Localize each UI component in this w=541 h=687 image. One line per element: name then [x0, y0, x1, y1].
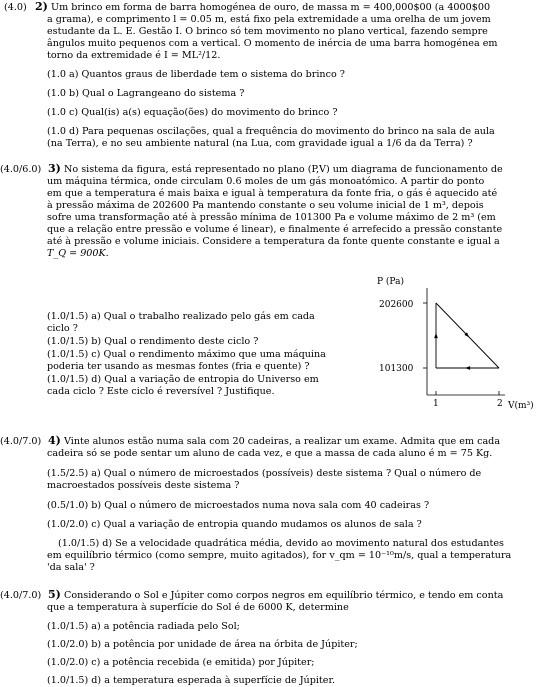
pv-ytick-202600: 202600 — [379, 300, 414, 310]
q2-item-d-line-2: (na Terra), e no seu ambiente natural (na Lua, com gravidade igual a 1/6 da da Terra) ? — [47, 138, 473, 149]
q5-number: 5) — [48, 588, 61, 601]
q5-item-b: (1.0/2.0) b) a potência por unidade de área na órbita de Júpiter; — [47, 639, 358, 650]
q5-item-a: (1.0/1.5) a) a potência radiada pelo Sol; — [47, 621, 240, 632]
q3-item-c-line-2: poderia ter usando as mesmas fontes (fria e quente) ? — [47, 361, 310, 372]
q3-statement-line-6: que a relação entre pressão e volume é linear), e finalmente é arrefecido a pressão constante — [47, 224, 503, 235]
q2-item-d-line-1: (1.0 d) Para pequenas oscilações, qual a frequência do movimento do brinco na sala de aula — [47, 126, 495, 137]
q4-item-d-line-2: em equilíbrio térmico (como sempre, muito agitados), for v_qm = 10⁻¹⁰m/s, qual a temperatura — [47, 550, 512, 561]
q2-number: 2) — [35, 0, 48, 13]
pv-cycle — [434, 303, 499, 370]
q2-statement-line-2: a grama), e comprimento l = 0.05 m, está fixo pela extremidade a uma orelha de um jovem — [47, 14, 491, 25]
q4-points: (4.0/7.0) — [0, 436, 42, 447]
q2-item-b: (1.0 b) Qual o Lagrangeano do sistema ? — [47, 88, 245, 99]
pv-diagram — [360, 268, 541, 418]
q2-item-c: (1.0 c) Qual(is) a(s) equação(ões) do movimento do brinco ? — [47, 107, 338, 118]
q4-number: 4) — [48, 434, 61, 447]
q4-statement-line-1: Vinte alunos estão numa sala com 20 cadeiras, a realizar um exame. Admita que em cada — [64, 436, 501, 447]
q2-statement-line-4: ângulos muito pequenos com a vertical. O momento de inércia de uma barra homogénea em — [47, 38, 498, 49]
q3-item-d-line-2: cada ciclo ? Este ciclo é reversível ? Justifique. — [47, 386, 275, 397]
q5-statement-line-1: Considerando o Sol e Júpiter como corpos negros em equilíbrio térmico, e tendo em conta — [64, 590, 504, 601]
q4-item-a-line-2: macroestados possíveis deste sistema ? — [47, 480, 240, 491]
q4-statement-line-2: cadeira só se pode sentar um aluno de cada vez, e que a massa de cada aluno é m = 75 Kg. — [47, 448, 493, 459]
q4-item-a-line-1: (1.5/2.5) a) Qual o número de microestados (possíveis) deste sistema ? Qual o número de — [47, 468, 482, 479]
pv-xtick-1: 1 — [433, 399, 439, 409]
q3-statement-line-2: um máquina térmica, onde circulam 0.6 moles de um gás monoatómico. A partir do ponto — [47, 176, 485, 187]
q5-item-d: (1.0/1.5) d) a temperatura esperada à superfície de Júpiter. — [47, 675, 336, 686]
q2-statement-line-1: Um brinco em forma de barra homogénea de ouro, de massa m = 400,000$00 (a 4000$00 — [51, 2, 491, 13]
pv-segment-isochoric-arrow — [434, 333, 438, 338]
q3-item-a-line-2: ciclo ? — [47, 323, 78, 334]
q4-item-c: (1.0/2.0) c) Qual a variação de entropia quando mudamos os alunos de sala ? — [47, 519, 422, 530]
q2-statement-line-5: torno da extremidade é I = ML²/12. — [47, 50, 221, 61]
q3-statement-line-5: sofre uma transformação até à pressão mínima de 101300 Pa e volume máximo de 2 m³ (em — [47, 212, 496, 223]
q3-item-d-line-1: (1.0/1.5) d) Qual a variação de entropia do Universo em — [47, 374, 319, 385]
q3-item-a-line-1: (1.0/1.5) a) Qual o trabalho realizado pelo gás em cada — [47, 311, 315, 322]
q3-statement-line-1: No sistema da figura, está representado no plano (P,V) um diagrama de funcionamento de — [64, 164, 503, 175]
q4-item-b: (0.5/1.0) b) Qual o número de microestados numa nova sala com 40 cadeiras ? — [47, 500, 430, 511]
q5-statement-line-2: que a temperatura à superfície do Sol é de 6000 K, determine — [47, 602, 349, 613]
pv-xtick-2: 2 — [497, 399, 503, 409]
q3-statement-line-3: em que a temperatura é mais baixa e igual à temperatura da fonte fria, o gás é aquecido até — [47, 188, 498, 199]
pv-xlabel: V(m³) — [508, 401, 534, 411]
q2-statement-line-3: estudante da L. E. Gestão I. O brinco só tem movimento no plano vertical, fazendo sempre — [47, 26, 488, 37]
q3-statement-line-8: T_Q = 900K. — [47, 248, 109, 259]
q5-points: (4.0/7.0) — [0, 590, 42, 601]
q2-points: (4.0) — [4, 2, 27, 13]
q4-item-d-line-3: 'da sala' ? — [47, 562, 95, 573]
q4-item-d-line-1: (1.0/1.5) d) Se a velocidade quadrática média, devido ao movimento natural dos estudantes — [58, 538, 504, 549]
pv-ylabel: P (Pa) — [377, 277, 404, 287]
q3-statement-line-4: à pressão máxima de 202600 Pa mantendo constante o seu volume inicial de 1 m³, depois — [47, 200, 484, 211]
pv-ytick-101300: 101300 — [379, 364, 414, 374]
q3-points: (4.0/6.0) — [0, 164, 42, 175]
pv-segment-isobaric-arrow — [465, 366, 470, 370]
q2-item-a: (1.0 a) Quantos graus de liberdade tem o sistema do brinco ? — [47, 69, 345, 80]
q3-item-c-line-1: (1.0/1.5) c) Qual o rendimento máximo que uma máquina — [47, 349, 326, 360]
q5-item-c: (1.0/2.0) c) a potência recebida (e emitida) por Júpiter; — [47, 657, 315, 668]
q3-number: 3) — [48, 162, 61, 175]
q3-statement-line-7: até à pressão e volume iniciais. Considere a temperatura da fonte quente constante e igual a — [47, 236, 500, 247]
q3-item-b: (1.0/1.5) b) Qual o rendimento deste ciclo ? — [47, 336, 259, 347]
